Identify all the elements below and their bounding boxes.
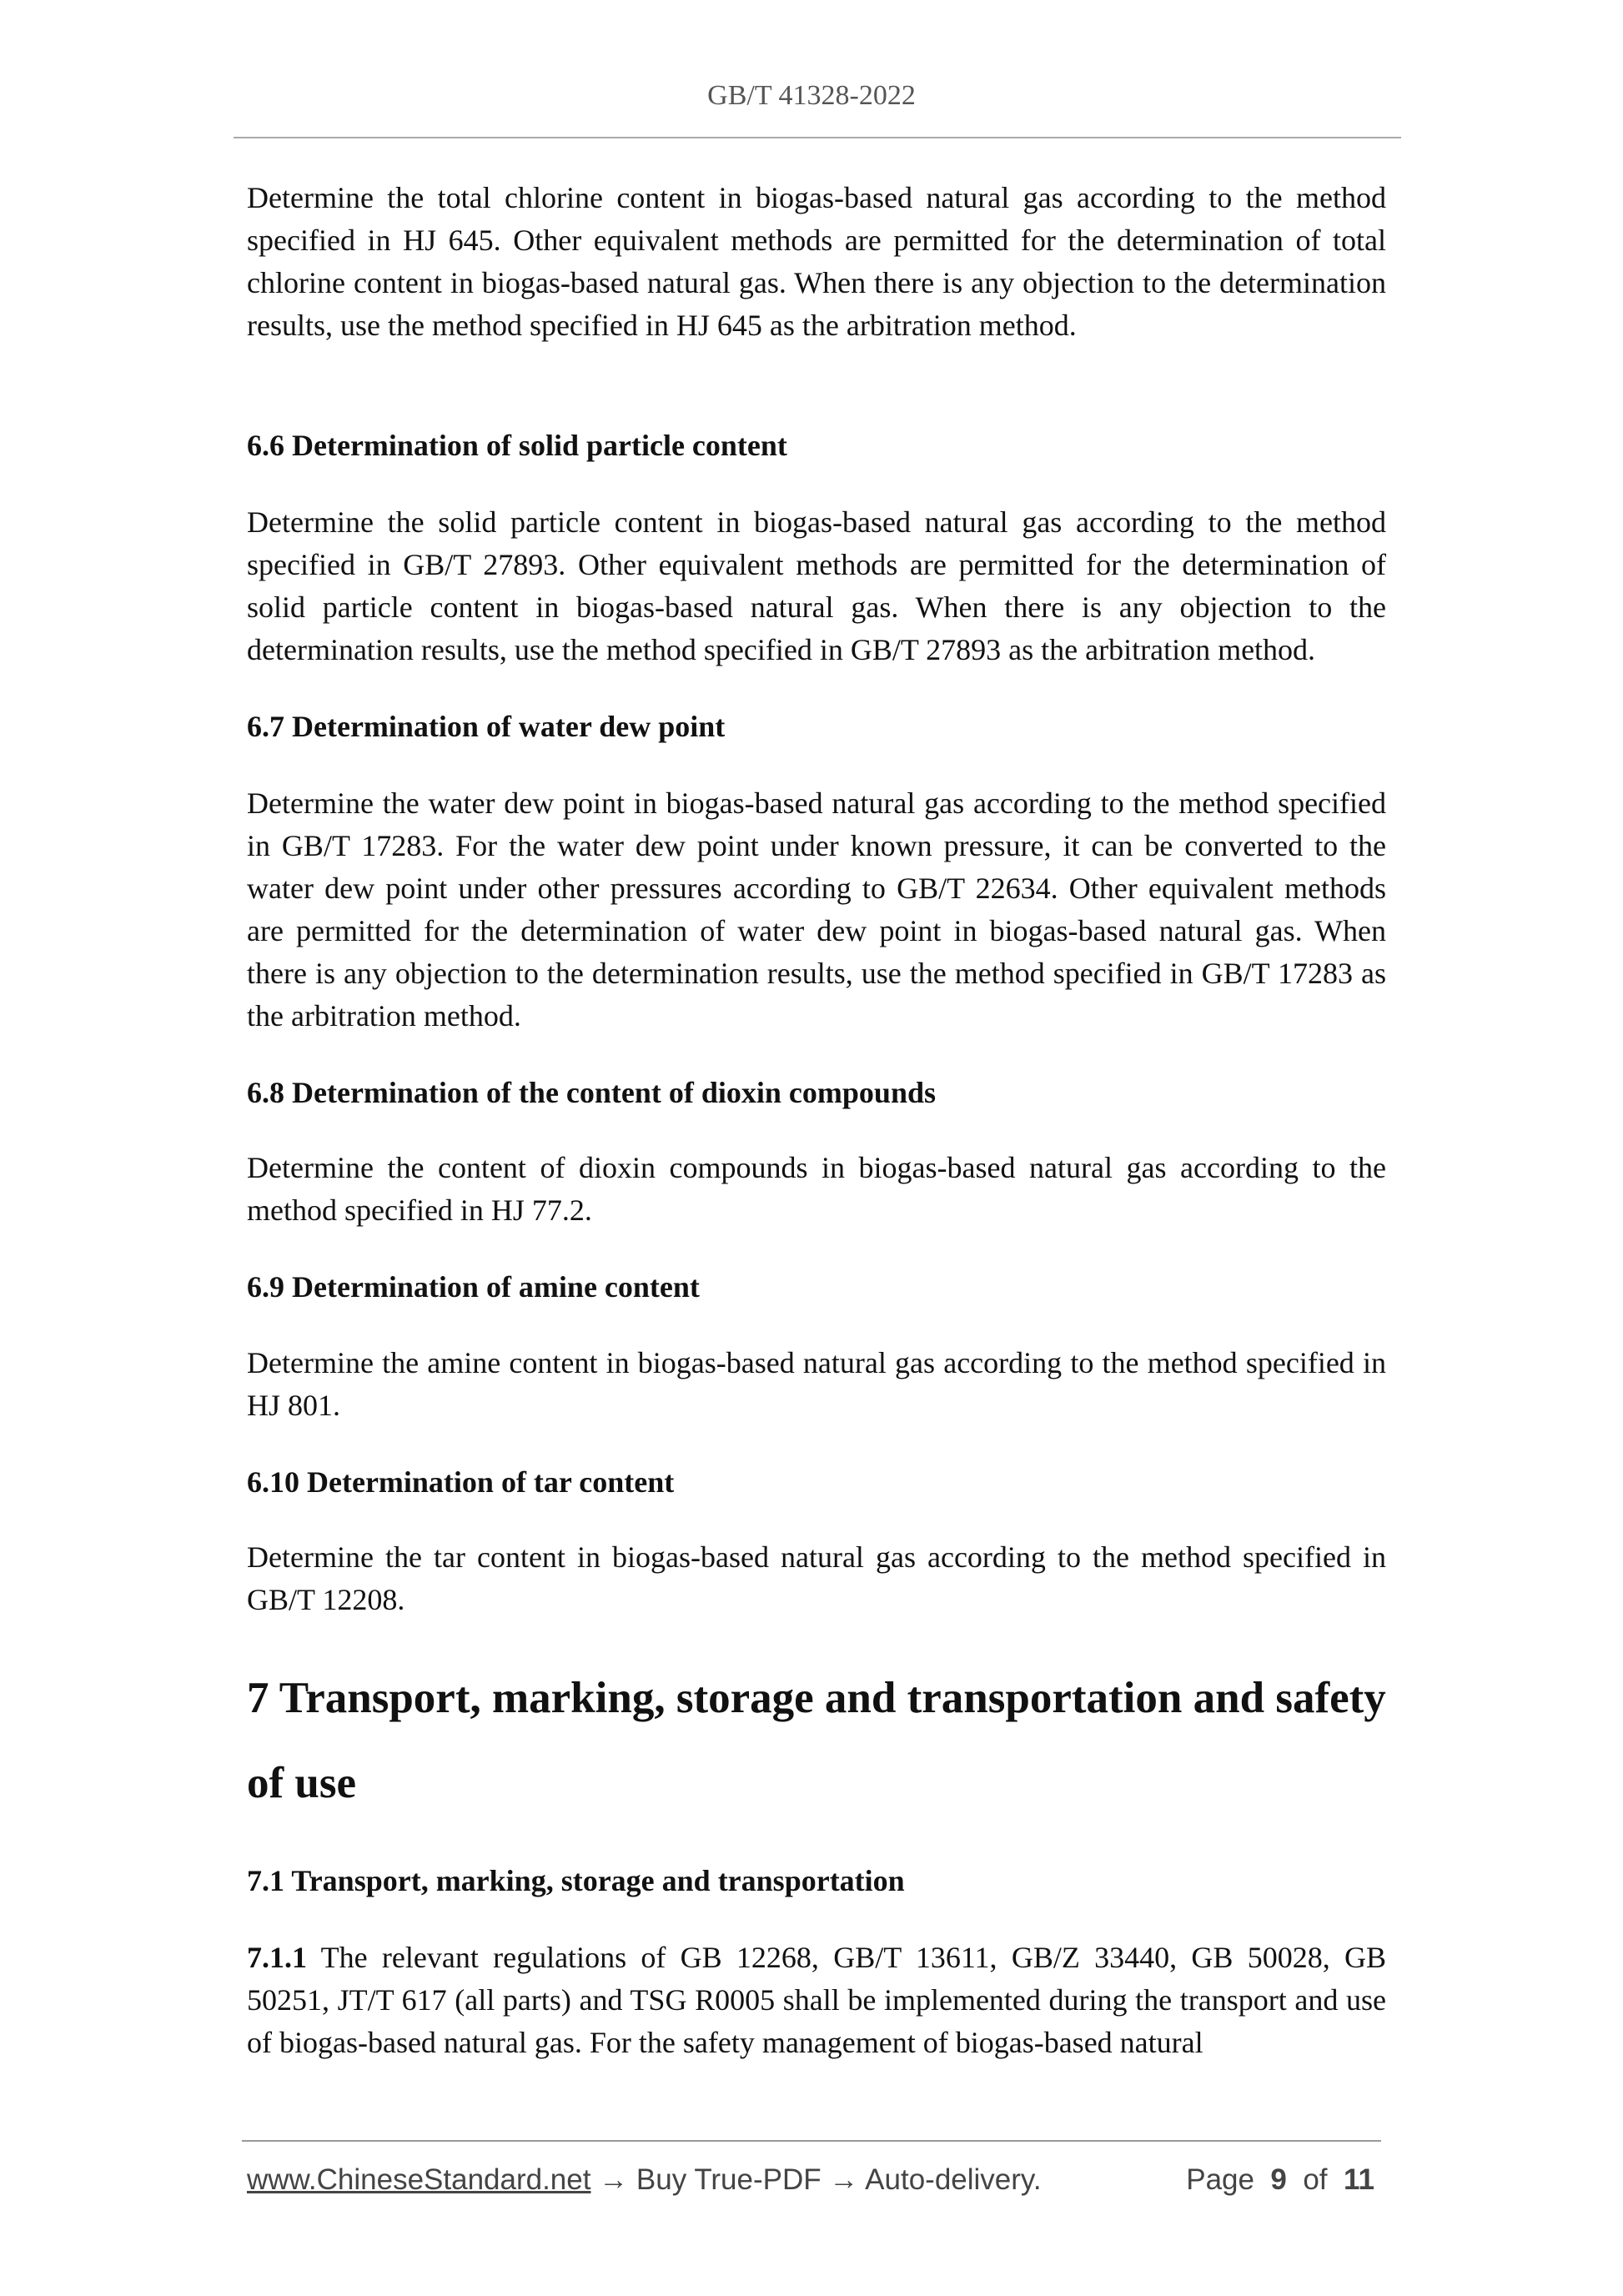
paragraph-6-10: Determine the tar content in biogas-based natural gas according to the method specified in GB/T 12208. <box>247 1540 1386 1616</box>
header-divider <box>234 137 1401 138</box>
heading-6-9: 6.9 Determination of amine content <box>247 1270 700 1304</box>
document-header-id: GB/T 41328-2022 <box>707 80 916 111</box>
website-link[interactable]: www.ChineseStandard.net <box>247 2163 591 2196</box>
footer-divider <box>242 2140 1381 2142</box>
paragraph-6-8: Determine the content of dioxin compounds in biogas-based natural gas according to the method specified in HJ 77.2. <box>247 1151 1386 1227</box>
heading-6-6: 6.6 Determination of solid particle content <box>247 429 787 462</box>
page-indicator <box>1186 2163 1374 2197</box>
heading-6-8: 6.8 Determination of the content of dioxin compounds <box>247 1076 936 1109</box>
of-label: of <box>1303 2163 1328 2196</box>
footer-left <box>247 2163 1042 2197</box>
paragraph-6-7: Determine the water dew point in biogas-based natural gas according to the method specified in GB/T 17283. For the water dew point under known pressure, it can be converted to the water dew point under other pressures according to GB/T 22634. Other equivalent methods are permitted for the determination of water dew point in biogas-based natural gas. When there is any objection to the determination results, use the method specified in GB/T 17283 as the arbitration method. <box>247 786 1386 1032</box>
heading-6-10: 6.10 Determination of tar content <box>247 1465 675 1499</box>
heading-7: 7 Transport, marking, storage and transportation and safety of use <box>247 1674 1386 1807</box>
paragraph-6-6: Determine the solid particle content in biogas-based natural gas according to the method specified in GB/T 27893. Other equivalent methods are permitted for the determination of solid particle content in biogas-based natural gas. When there is any objection to the determination results, use the method specified in GB/T 27893 as the arbitration method. <box>247 505 1386 666</box>
heading-6-7: 6.7 Determination of water dew point <box>247 710 726 743</box>
paragraph-total-chlorine: Determine the total chlorine content in biogas-based natural gas according to the method specified in HJ 645. Other equivalent methods are permitted for the determination of total chlorine content in biogas-based natural gas. When there is any objection to the determination results, use the method specified in HJ 645 as the arbitration method. <box>247 181 1386 342</box>
current-page: 9 <box>1270 2163 1287 2196</box>
heading-7-1: 7.1 Transport, marking, storage and transportation <box>247 1864 905 1897</box>
paragraph-6-9: Determine the amine content in biogas-based natural gas according to the method specified in HJ 801. <box>247 1346 1386 1422</box>
clause-number: 7.1.1 <box>247 1941 307 1974</box>
total-pages: 11 <box>1344 2163 1374 2196</box>
paragraph-7-1-1 <box>247 1937 1386 2064</box>
footer <box>247 2163 1374 2197</box>
page-label: Page <box>1186 2163 1254 2196</box>
footer-tagline: → Buy True-PDF → Auto-delivery. <box>590 2163 1042 2196</box>
clause-text: The relevant regulations of GB 12268, GB/T 13611, GB/Z 33440, GB 50028, GB 50251, JT/T 617 (all parts) and TSG R0005 shall be implemented during the transport and use of biogas-based natural gas. For the safety management of biogas-based natural <box>247 1941 1386 2059</box>
